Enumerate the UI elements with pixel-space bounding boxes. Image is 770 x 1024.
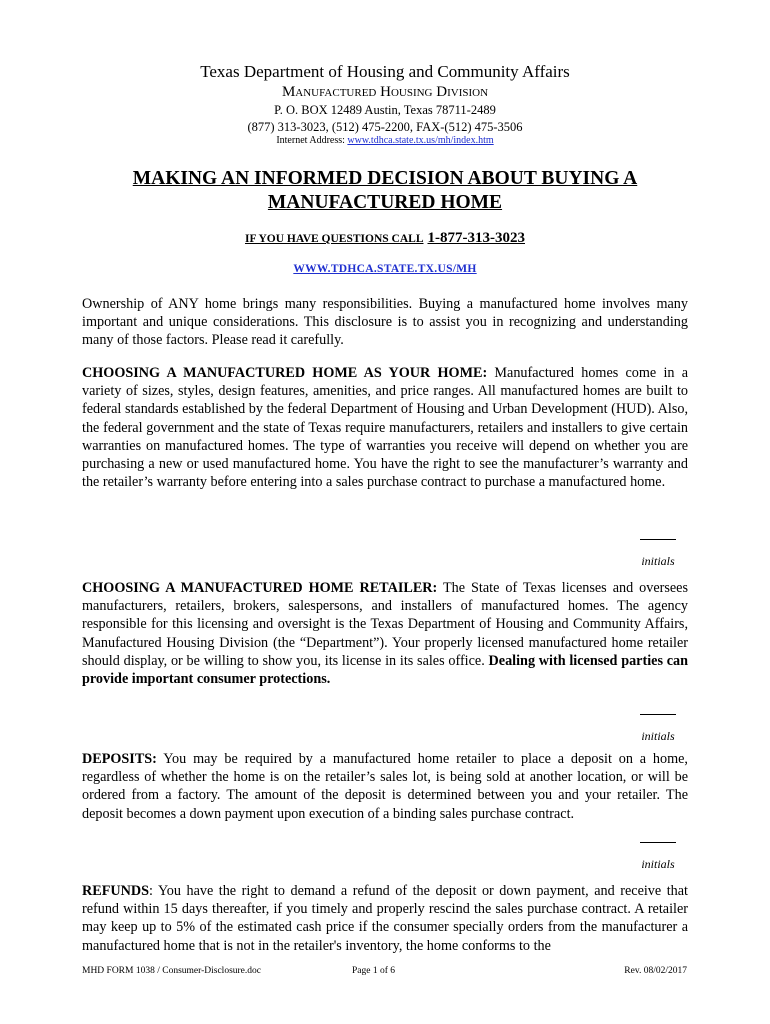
section-heading: CHOOSING A MANUFACTURED HOME RETAILER:	[82, 580, 438, 596]
section-refunds	[82, 882, 688, 955]
intro-paragraph: Ownership of ANY home brings many responsibilities. Buying a manufactured home involves many important and unique considerations. This disclosure is to assist you in recognizing and understanding many of those factors. Please read it carefully.	[82, 296, 688, 349]
section-choosing-retailer	[82, 579, 688, 688]
initials-label: initials	[641, 729, 675, 743]
footer-revision: Rev. 08/02/2017	[624, 966, 687, 976]
initials-line	[640, 714, 676, 715]
internet-label: Internet Address:	[276, 135, 345, 146]
initials-label: initials	[641, 857, 675, 871]
initials-label: initials	[641, 554, 675, 568]
division-name: Manufactured Housing Division	[281, 84, 489, 100]
section-body: The State of Texas licenses and oversees manufacturers, retailers, brokers, salespersons, and installers of manufactured homes. The agency responsible for this licensing and oversight is the Texas Department of Housing and Community Affairs, Manufactured Housing Division (the “Department”). Your properly licensed manufactured home retailer should display, or be willing to show you, its license in its sales office.	[82, 580, 689, 669]
section-choosing-home	[82, 364, 688, 491]
internet-address	[0, 135, 770, 146]
section-heading: REFUNDS	[82, 883, 150, 899]
website-link[interactable]: WWW.TDHCA.STATE.TX.US/MH	[293, 263, 477, 275]
footer-page-number: Page 1 of 6	[352, 966, 396, 976]
section-heading: DEPOSITS:	[82, 751, 157, 767]
footer-form-id: MHD FORM 1038 / Consumer-Disclosure.doc	[82, 966, 261, 976]
section-heading: CHOOSING A MANUFACTURED HOME AS YOUR HOME:	[82, 365, 488, 381]
phone-numbers: (877) 313-3023, (512) 475-2200, FAX-(512) 475-3506	[247, 120, 523, 134]
questions-line	[0, 229, 770, 247]
agency-name: Texas Department of Housing and Community Affairs	[200, 62, 570, 81]
initials-line	[640, 842, 676, 843]
document-title: MAKING AN INFORMED DECISION ABOUT BUYING A MANUFACTURED HOME	[132, 168, 638, 213]
section-body: : You have the right to demand a refund of the deposit or down payment, and receive that refund within 15 days thereafter, if you timely and properly rescind the sales purchase contract. A retailer may keep up to 5% of the estimated cash price if the consumer specially orders from the manufacturer a manufactured home that is not in the retailer's inventory, the home conforms to the	[82, 883, 688, 954]
questions-label: IF YOU HAVE QUESTIONS CALL	[244, 233, 424, 245]
initials-field[interactable]	[630, 842, 686, 872]
initials-field[interactable]	[630, 714, 686, 744]
questions-phone: 1-877-313-3023	[427, 230, 525, 246]
initials-line	[640, 539, 676, 540]
section-body: Manufactured homes come in a variety of sizes, styles, design features, amenities, and price ranges. All manufactured homes are built to federal standards established by the federal Department of Housing and Urban Development (HUD). Also, the federal government and the state of Texas require manufacturers, retailers and installers to give certain warranties on manufactured homes. The type of warranties you receive will depend on whether you are purchasing a new or used manufactured home. You have the right to see the manufacturer’s warranty and the retailer’s warranty before entering into a sales purchase contract to purchase a manufactured home.	[82, 365, 689, 491]
mailing-address: P. O. BOX 12489 Austin, Texas 78711-2489	[274, 103, 496, 117]
initials-field[interactable]	[630, 539, 686, 569]
internet-link[interactable]: www.tdhca.state.tx.us/mh/index.htm	[347, 135, 494, 146]
section-body: You may be required by a manufactured home retailer to place a deposit on a home, regardless of whether the home is on the retailer’s sales lot, is being sold at another location, or will be ordered from a factory. The amount of the deposit is determined between you and your retailer. The deposit becomes a down payment upon execution of a binding sales purchase contract.	[82, 751, 688, 822]
section-deposits	[82, 750, 688, 823]
section-emphasis: Dealing with licensed parties can provide important consumer protections.	[82, 652, 689, 688]
